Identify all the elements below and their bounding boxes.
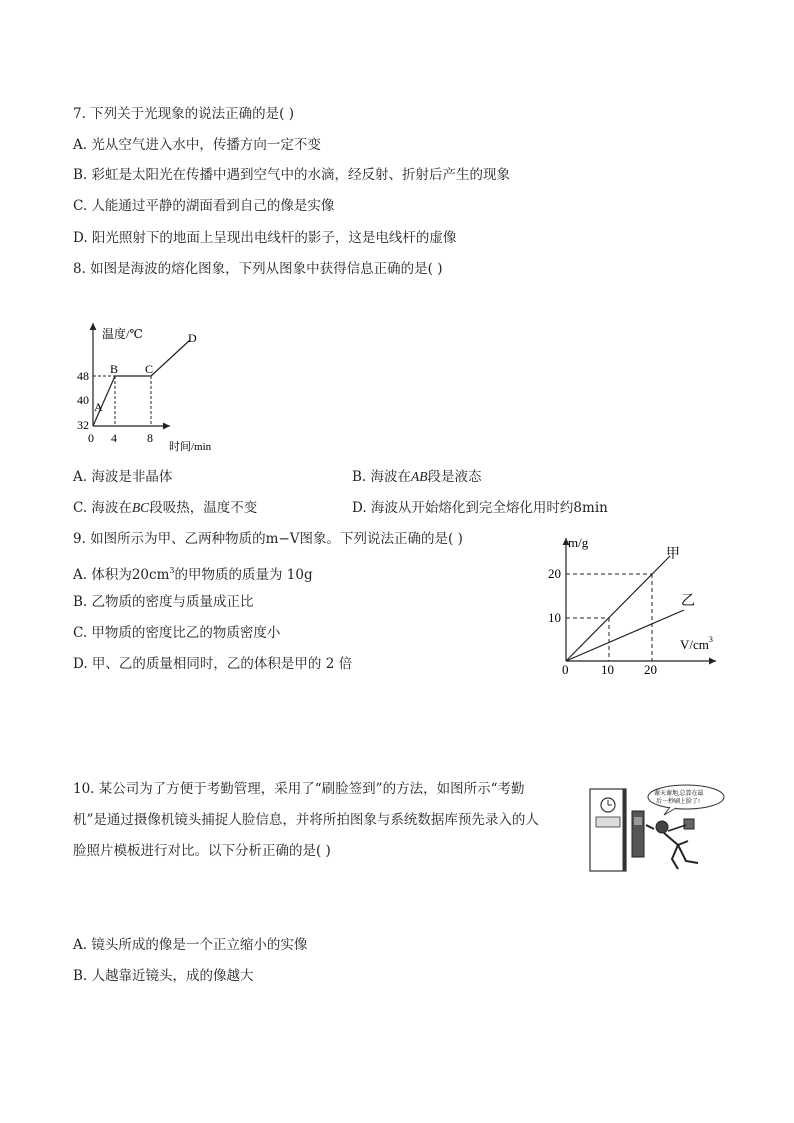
point-label-b: B bbox=[110, 362, 119, 376]
x-tick-0: 0 bbox=[562, 662, 569, 677]
q7-stem: 7. 下列关于光现象的说法正确的是( ) bbox=[73, 106, 294, 122]
q10-option-a: A. 镜头所成的像是一个正立缩小的实像 bbox=[73, 937, 308, 953]
person-head-icon bbox=[656, 821, 668, 833]
y-tick-10: 10 bbox=[548, 610, 561, 625]
q8-option-c: C. 海波在BC段吸热，温度不变 bbox=[73, 500, 258, 516]
q10-option-b: B. 人越靠近镜头，成的像越大 bbox=[73, 968, 254, 984]
y-axis-label: 温度/℃ bbox=[102, 327, 143, 341]
x-tick-20: 20 bbox=[644, 662, 657, 677]
svg-text:谢天谢地,总算在最: 谢天谢地,总算在最 bbox=[654, 791, 704, 797]
point-label-c: C bbox=[145, 362, 154, 376]
y-axis-label: m/g bbox=[568, 535, 589, 550]
q7-option-b: B. 彩虹是太阳光在传播中遇到空气中的水滴，经反射、折射后产生的现象 bbox=[73, 167, 511, 183]
q8-option-a: A. 海波是非晶体 bbox=[73, 469, 173, 485]
q7-option-c: C. 人能通过平静的湖面看到自己的像是实像 bbox=[73, 198, 335, 214]
y-tick-20: 20 bbox=[548, 566, 561, 581]
x-tick-8: 8 bbox=[147, 431, 153, 445]
point-label-a: A bbox=[94, 400, 103, 414]
q8-stem: 8. 如图是海波的熔化图象，下列从图象中获得信息正确的是( ) bbox=[73, 261, 443, 277]
attendance-illustration bbox=[588, 783, 728, 875]
x-tick-4: 4 bbox=[111, 431, 117, 445]
q10-stem-line3: 脸照片模板进行对比。以下分析正确的是( ) bbox=[73, 843, 331, 859]
q9-option-c: C. 甲物质的密度比乙的物质密度小 bbox=[73, 625, 281, 641]
series-jia-line bbox=[566, 556, 670, 661]
q9-stem: 9. 如图所示为甲、乙两种物质的m−V图象。下列说法正确的是( ) bbox=[73, 531, 463, 547]
melting-curve-chart bbox=[70, 318, 230, 453]
svg-text:后一秒刷上脸了!: 后一秒刷上脸了! bbox=[656, 799, 700, 805]
y-tick-48: 48 bbox=[77, 369, 89, 383]
q10-stem-line2: 机”是通过摄像机镜头捕捉人脸信息，并将所拍图象与系统数据库预先录入的人 bbox=[73, 812, 539, 828]
q9-option-a: A. 体积为$20cm^3$的甲物质的质量为 10g bbox=[73, 566, 313, 583]
melting-curve bbox=[93, 340, 190, 426]
x-tick-10: 10 bbox=[601, 662, 614, 677]
q8-option-b: B. 海波在AB段是液态 bbox=[352, 469, 482, 485]
point-label-d: D bbox=[188, 331, 197, 345]
q7-option-a: A. 光从空气进入水中，传播方向一定不变 bbox=[73, 137, 321, 153]
q10-stem-line1: 10. 某公司为了方便于考勤管理，采用了“刷脸签到”的方法，如图所示“考勤 bbox=[73, 781, 525, 797]
mass-volume-chart bbox=[540, 530, 730, 682]
x-axis-label: $V/cm^3$ bbox=[680, 635, 713, 652]
x-axis-label: 时间/min bbox=[169, 441, 212, 453]
x-tick-0: 0 bbox=[88, 431, 94, 445]
y-tick-32: 32 bbox=[77, 418, 89, 432]
q7-option-d: D. 阳光照射下的地面上呈现出电线杆的影子，这是电线杆的虚像 bbox=[73, 230, 457, 246]
series-yi-label: 乙 bbox=[681, 594, 695, 609]
q9-option-b: B. 乙物质的密度与质量成正比 bbox=[73, 594, 254, 610]
y-tick-40: 40 bbox=[77, 393, 89, 407]
speech-bubble bbox=[648, 785, 724, 809]
q9-option-d: D. 甲、乙的质量相同时，乙的体积是甲的 2 倍 bbox=[73, 656, 353, 672]
series-jia-label: 甲 bbox=[666, 547, 680, 562]
q8-option-d: D. 海波从开始熔化到完全熔化用时约8min bbox=[352, 500, 608, 516]
